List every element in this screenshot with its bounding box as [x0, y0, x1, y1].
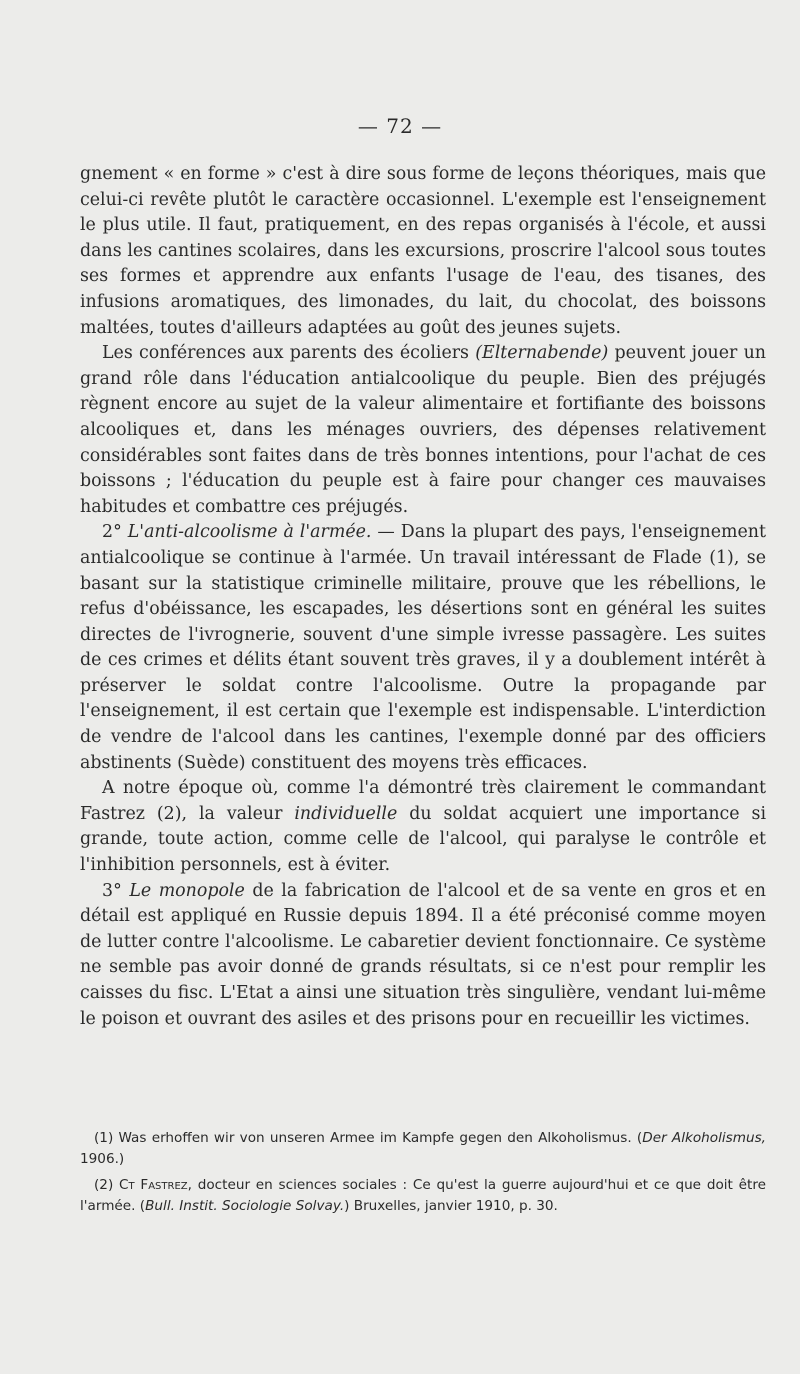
- paragraph-text: A notre époque où, comme l'a démontré très clairement le commandant Fastrez (2), la valeur: [80, 778, 766, 824]
- page-number: — 72 —: [357, 114, 443, 138]
- italic-term: individuelle: [294, 803, 398, 824]
- paragraph-monopoly: [80, 879, 766, 1033]
- footnote-author: t Fastrez: [128, 1177, 188, 1193]
- footnotes: [80, 1128, 766, 1222]
- paragraph-school-education: gnement « en forme » c'est à dire sous forme de leçons théoriques, mais que celui-ci revête plutôt le caractère occasionnel. L'exemple est l'enseignement le plus utile. Il faut, pratiquement, en des repas organisés à l'école, et aussi dans les cantines scolaires, dans les excursions, proscrire l'alcool sous toutes ses formes et apprendre aux enfants l'usage de l'eau, des tisanes, des infusions aromatiques, des limonades, du lait, du chocolat, des boissons maltées, toutes d'ailleurs adaptées au goût des jeunes sujets.: [80, 164, 766, 338]
- paragraph-individual-value: [80, 776, 766, 878]
- footnote-text: ) Bruxelles, janvier 1910, p. 30.: [344, 1197, 558, 1214]
- footnote-2: [80, 1175, 766, 1216]
- footnote-1: [80, 1128, 766, 1169]
- section-heading: Le monopole: [129, 880, 245, 901]
- paragraph-army: [80, 520, 766, 776]
- footnote-text: , docteur en sciences sociales : Ce qu'est la guerre aujourd'hui et ce que doit être l'armée. (: [80, 1177, 766, 1214]
- paragraph-parent-conferences: [80, 341, 766, 520]
- footnote-journal: Der Alkoholismus,: [642, 1130, 766, 1146]
- footnote-text: 1906.): [80, 1150, 125, 1167]
- paragraph-text: de la fabrication de l'alcool et de sa vente en gros et en détail est appliqué en Russie depuis 1894. Il a été préconisé comme moyen de lutter contre l'alcoolisme. Le cabaretier devient fonctionnaire. Ce système ne semble pas avoir donné de grands résultats, si ce n'est pour remplir les caisses du fisc. L'Etat a ainsi une situation très singulière, vendant lui-même le poison et ouvrant des asiles et des prisons pour en recueillir les victimes.: [80, 880, 766, 1029]
- footnote-text: (2) C: [94, 1177, 129, 1193]
- footnote-text: (1) Was erhoffen wir von unseren Armee im Kampfe gegen den Alkoholismus. (: [94, 1130, 643, 1146]
- section-number: 3°: [102, 880, 130, 901]
- body-text: [80, 162, 766, 1032]
- section-number: 2°: [102, 522, 128, 543]
- paragraph-text: du soldat acquiert une importance si grande, toute action, comme celle de l'alcool, qui paralyse le contrôle et l'inhibition personnels, est à éviter.: [80, 803, 767, 876]
- section-heading: L'anti-alcoolisme à l'armée.: [127, 522, 372, 543]
- italic-term: (Elternabende): [475, 343, 609, 364]
- footnote-journal: Bull. Instit. Sociologie Solvay.: [145, 1197, 345, 1214]
- paragraph-text: Les conférences aux parents des écoliers: [102, 343, 476, 364]
- paragraph-text: — Dans la plupart des pays, l'enseignement antialcoolique se continue à l'armée. Un travail intéressant de Flade (1), se basant sur la statistique criminelle militaire, prouve que les rébellions, le refus d'obéissance, les escapades, les désertions sont en général les suites directes de l'ivrognerie, souvent d'une simple ivresse passagère. Les suites de ces crimes et délits étant souvent très graves, il y a doublement intérêt à préserver le soldat contre l'alcoolisme. Outre la propagande par l'enseignement, il est certain que l'exemple est indispensable. L'interdiction de vendre de l'alcool dans les cantines, l'exemple donné par des officiers abstinents (Suède) constituent des moyens très efficaces.: [80, 522, 766, 773]
- paragraph-text: peuvent jouer un grand rôle dans l'éducation antialcoolique du peuple. Bien des préjugés règnent encore au sujet de la valeur alimentaire et fortifiante des boissons alcooliques et, dans les ménages ouvriers, des dépenses relativement considérables sont faites dans de très bonnes intentions, pour l'achat de ces boissons ; l'éducation du peuple est à faire pour changer ces mauvaises habitudes et combattre ces préjugés.: [80, 343, 766, 517]
